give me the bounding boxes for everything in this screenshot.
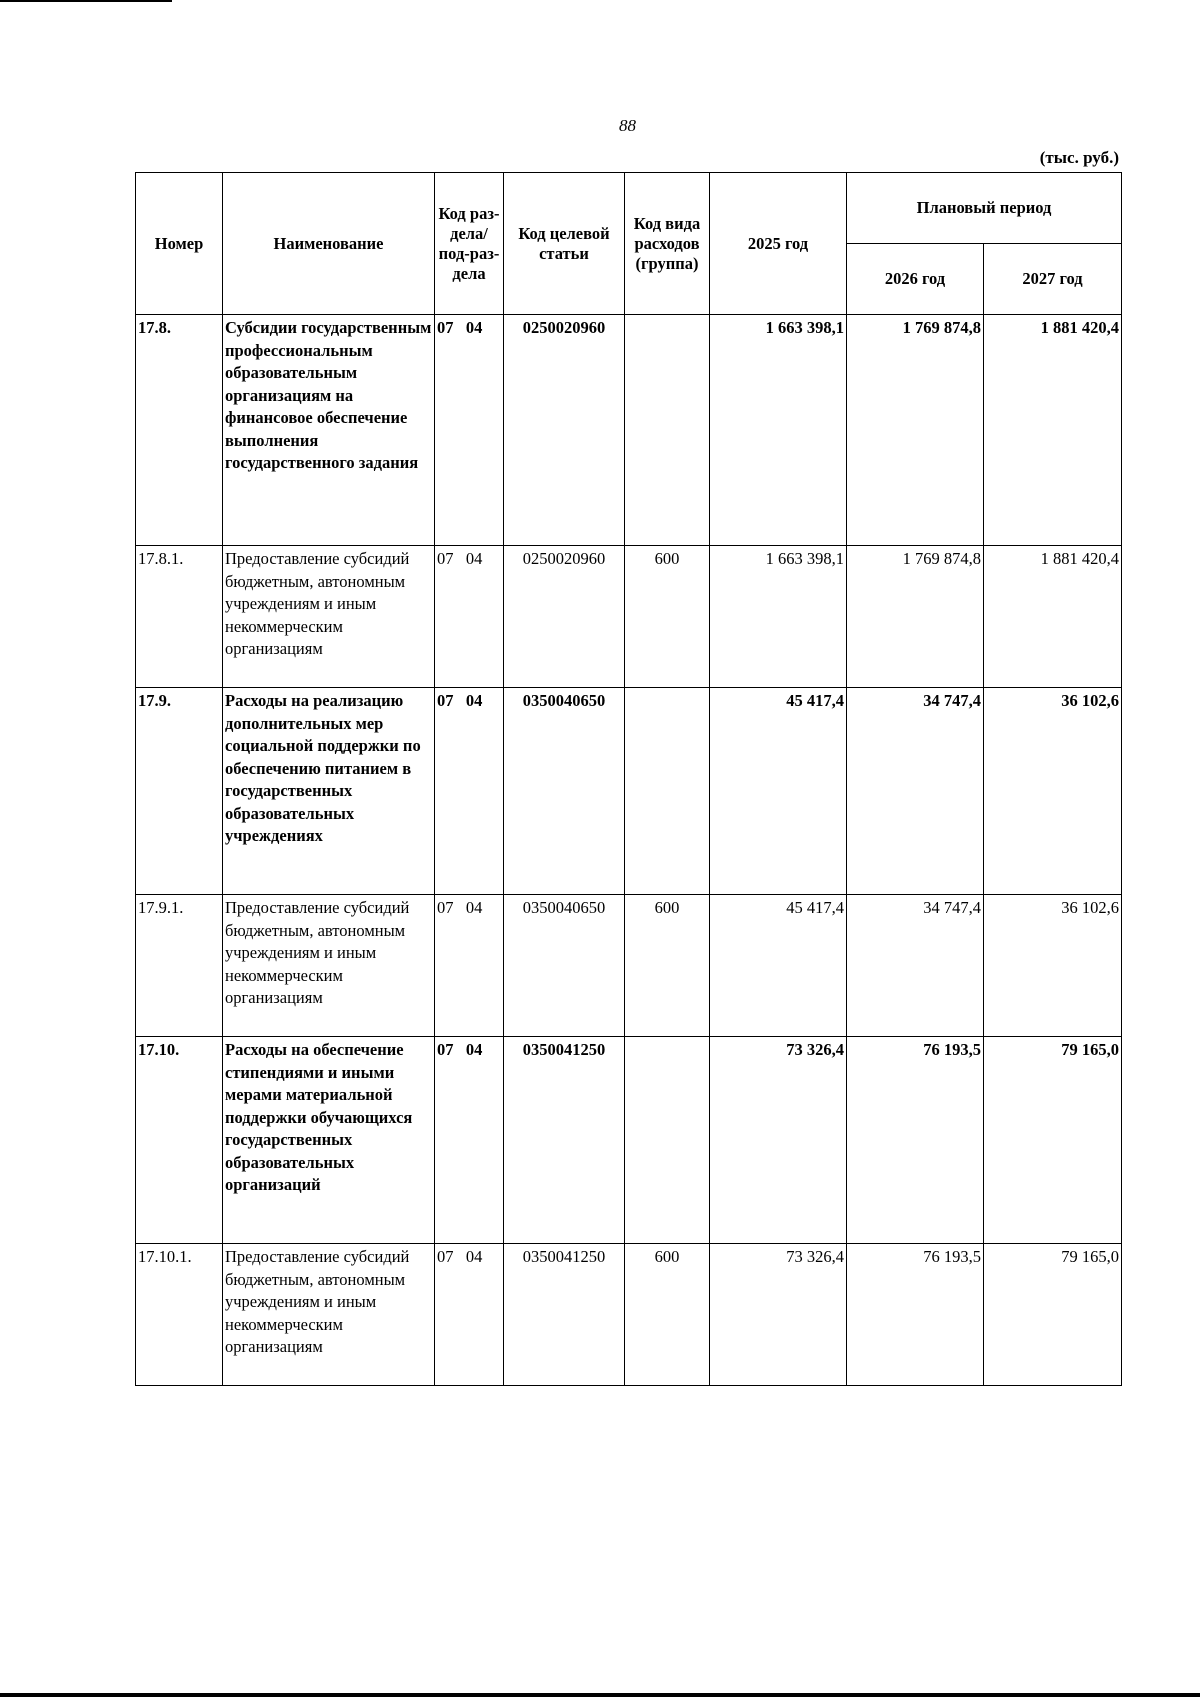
row-number-cell: 17.9. [136, 688, 223, 895]
row-amount-2025-cell: 1 663 398,1 [710, 546, 847, 688]
table-row [136, 546, 1122, 688]
row-name-cell: Расходы на обеспечение стипендиями и иными мерами материальной поддержки обучающихся государственных образовательных организаций [223, 1037, 435, 1244]
row-name-cell: Расходы на реализацию дополнительных мер социальной поддержки по обеспечению питанием в государственных образовательных учреждениях [223, 688, 435, 895]
row-amount-2025-cell: 45 417,4 [710, 688, 847, 895]
row-name-cell: Предоставление субсидий бюджетным, автономным учреждениям и иным некоммерческим организациям [223, 546, 435, 688]
row-amount-2025-cell: 73 326,4 [710, 1244, 847, 1386]
row-amount-2026-cell: 1 769 874,8 [847, 546, 984, 688]
row-target-code-cell: 0350041250 [504, 1244, 625, 1386]
row-amount-2026-cell: 76 193,5 [847, 1037, 984, 1244]
row-section-code-cell: 07 04 [435, 1037, 504, 1244]
row-amount-2027-cell: 36 102,6 [984, 688, 1122, 895]
row-amount-2025-cell: 45 417,4 [710, 895, 847, 1037]
row-target-code-cell: 0350040650 [504, 688, 625, 895]
header-year-2027: 2027 год [984, 244, 1122, 315]
row-amount-2027-cell: 79 165,0 [984, 1037, 1122, 1244]
row-number-cell: 17.10. [136, 1037, 223, 1244]
row-amount-2027-cell: 36 102,6 [984, 895, 1122, 1037]
header-planned-period: Плановый период [847, 173, 1122, 244]
row-amount-2027-cell: 79 165,0 [984, 1244, 1122, 1386]
header-year-2026: 2026 год [847, 244, 984, 315]
row-number-cell: 17.10.1. [136, 1244, 223, 1386]
header-year-2025: 2025 год [710, 173, 847, 315]
row-expense-type-cell: 600 [625, 895, 710, 1037]
row-amount-2025-cell: 1 663 398,1 [710, 315, 847, 546]
table-body [136, 315, 1122, 1386]
row-expense-type-cell: 600 [625, 546, 710, 688]
row-amount-2026-cell: 34 747,4 [847, 688, 984, 895]
header-target-code: Код целевой статьи [504, 173, 625, 315]
row-section-code-cell: 07 04 [435, 546, 504, 688]
row-expense-type-cell [625, 688, 710, 895]
row-target-code-cell: 0250020960 [504, 546, 625, 688]
row-section-code-cell: 07 04 [435, 1244, 504, 1386]
table-row [136, 688, 1122, 895]
scan-edge-top [0, 0, 172, 2]
table-row [136, 1037, 1122, 1244]
table-row [136, 1244, 1122, 1386]
row-amount-2027-cell: 1 881 420,4 [984, 315, 1122, 546]
units-label: (тыс. руб.) [1039, 148, 1119, 167]
table-row [136, 315, 1122, 546]
row-amount-2025-cell: 73 326,4 [710, 1037, 847, 1244]
row-section-code-cell: 07 04 [435, 895, 504, 1037]
row-target-code-cell: 0350041250 [504, 1037, 625, 1244]
row-name-cell: Предоставление субсидий бюджетным, автономным учреждениям и иным некоммерческим организациям [223, 895, 435, 1037]
row-expense-type-cell [625, 315, 710, 546]
row-name-cell: Субсидии государственным профессиональным образовательным организациям на финансовое обеспечение выполнения государственного задания [223, 315, 435, 546]
row-number-cell: 17.8. [136, 315, 223, 546]
row-expense-type-cell [625, 1037, 710, 1244]
row-name-cell: Предоставление субсидий бюджетным, автономным учреждениям и иным некоммерческим организациям [223, 1244, 435, 1386]
header-number: Номер [136, 173, 223, 315]
header-section-code: Код раз-дела/ под-раз-дела [435, 173, 504, 315]
row-target-code-cell: 0350040650 [504, 895, 625, 1037]
table-header [136, 173, 1122, 315]
row-section-code-cell: 07 04 [435, 688, 504, 895]
row-target-code-cell: 0250020960 [504, 315, 625, 546]
row-number-cell: 17.9.1. [136, 895, 223, 1037]
header-expense-type-code: Код вида расходов (группа) [625, 173, 710, 315]
row-amount-2026-cell: 1 769 874,8 [847, 315, 984, 546]
row-number-cell: 17.8.1. [136, 546, 223, 688]
row-expense-type-cell: 600 [625, 1244, 710, 1386]
table-row [136, 895, 1122, 1037]
row-amount-2026-cell: 76 193,5 [847, 1244, 984, 1386]
page-number: 88 [619, 116, 636, 135]
scan-edge-bottom [0, 1693, 1200, 1697]
row-amount-2027-cell: 1 881 420,4 [984, 546, 1122, 688]
row-amount-2026-cell: 34 747,4 [847, 895, 984, 1037]
header-name: Наименование [223, 173, 435, 315]
budget-table [135, 172, 1122, 1386]
row-section-code-cell: 07 04 [435, 315, 504, 546]
